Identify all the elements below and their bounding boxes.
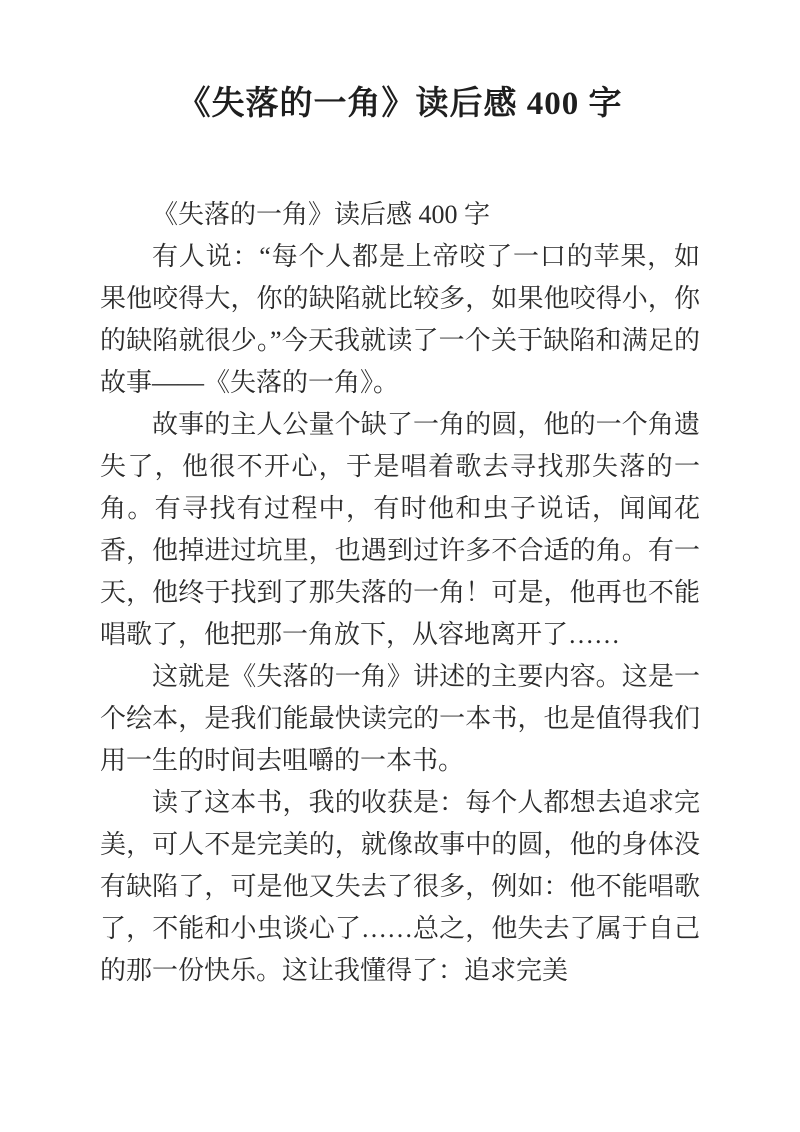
paragraph: 故事的主人公量个缺了一角的圆，他的一个角遗失了，他很不开心，于是唱着歌去寻找那失落的一角。有寻找有过程中，有时他和虫子说话，闻闻花香，他掉进过坑里，也遇到过许多不合适的角。有一天，他终于找到了那失落的一角！可是，他再也不能唱歌了，他把那一角放下，从容地离开了…… bbox=[100, 410, 700, 649]
document-body bbox=[100, 194, 700, 992]
paragraph: 有人说：“每个人都是上帝咬了一口的苹果，如果他咬得大，你的缺陷就比较多，如果他咬得小，你的缺陷就很少。”今天我就读了一个关于缺陷和满足的故事——《失落的一角》。 bbox=[100, 242, 700, 397]
page-title: 《失落的一角》读后感 400 字 bbox=[177, 86, 623, 122]
paragraph: 《失落的一角》读后感 400 字 bbox=[152, 200, 491, 229]
paragraph: 读了这本书，我的收获是：每个人都想去追求完美，可人不是完美的，就像故事中的圆，他的身体没有缺陷了，可是他又失去了很多，例如：他不能唱歌了，不能和小虫谈心了……总之，他失去了属于自己的那一份快乐。这让我懂得了：追求完美 bbox=[100, 788, 700, 985]
paragraph: 这就是《失落的一角》讲述的主要内容。这是一个绘本，是我们能最快读完的一本书，也是值得我们用一生的时间去咀嚼的一本书。 bbox=[100, 662, 700, 775]
